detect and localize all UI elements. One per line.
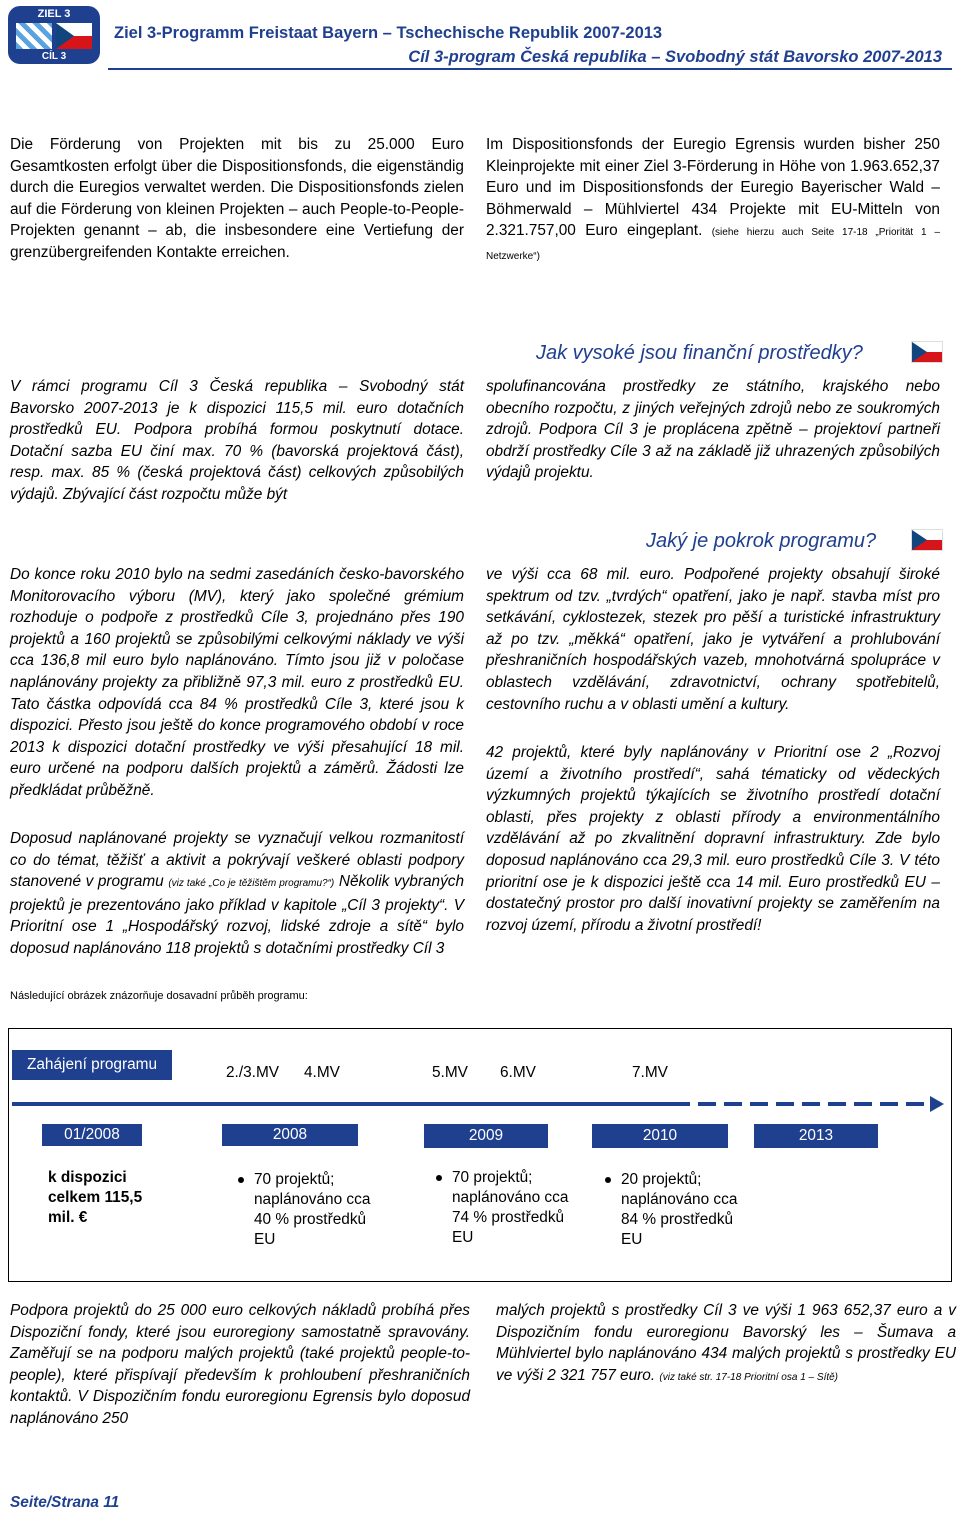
progress-right-paragraph-2: 42 projektů, které byly naplánovány v Prioritní ose 2 „Rozvoj území a životního prostředí“, sahá tématicky od vědeckých výzkumných projektů týkajících se životního prostředí dotační oblasti, přes projekty z oblasti přírody a environmentálního vzdělávání až po zkvalitnění dopravní infrastruktury. Zde bylo doposud naplánováno cca 29,3 mil. euro prostředků Cíle 3. V této prioritní ose je k dispozici ještě cca 14 mil. Euro prostředků EU – dostatečný prostor pro další inovativní projekty se zaměřením na rozvoj území, přírodu a životní prostředí! [486, 744, 940, 934]
progress-left-text-a: Doposud naplánované projekty se vyznačují velkou rozmanitostí co do témat, těžišť a aktivit a pokrývají veškeré oblasti podpory stanovené v programu [10, 830, 464, 891]
milestone-bullet [452, 1168, 582, 1248]
de-right-text: Im Dispositionsfonds der Euregio Egrensis wurden bisher 250 Kleinprojekte mit einer Ziel 3-Förderung in Höhe von 1.963.652,37 Euro und im Dispositionsfonds der Euregio Bayerischer Wald – Böhmerwald – Mühlviertel 434 Projekte mit EU-Mitteln von 2.321.757,00 Euro eingeplant. [486, 136, 940, 240]
funds-left-paragraph: V rámci programu Cíl 3 Česká republika – Svobodný stát Bavorsko 2007-2013 je k dispozici 115,5 mil. euro dotačních prostředků EU. Podpora probíhá formou poskytnutí dotace. Dotační sazba EU činí max. 70 % (bavorská projektová část), resp. max. 85 % (česká projektová část) celkových způsobilých výdajů. Zbývající část rozpočtu může být [10, 378, 464, 503]
year-box: 2013 [754, 1124, 878, 1148]
timeline-dashed-arrow [672, 1096, 944, 1112]
progress-left-text-b: Několik vybraných projektů je prezentováno jako příklad v kapitole „Cíl 3 projekty“. V Prioritní ose 1 „Hospodářský rozvoj, lidské zdroje a sítě“ bylo doposud naplánováno 118 projektů s dotačními prostředky Cíl 3 [10, 873, 465, 957]
milestone-text: 20 projektů; naplánováno cca 84 % prostředků EU [621, 1171, 738, 1248]
mv-label: 7.MV [632, 1064, 668, 1081]
page-number: Seite/Strana 11 [10, 1494, 120, 1511]
diagram-caption: Následující obrázek znázorňuje dosavadní průběh programu: [10, 990, 308, 1002]
small-projects-right-text: malých projektů s prostředky Cíl 3 ve výši 1 963 652,37 euro a v Dispozičním fondu euroregionu Bavorský les – Šumava a Mühlviertel bylo naplánováno 434 malých projektů s prostředky EU ve výši 2 321 757 euro. [496, 1302, 956, 1384]
de-right-paragraph [486, 134, 940, 268]
milestone-bullet [254, 1170, 384, 1250]
czech-flag-icon [912, 342, 942, 362]
milestone-bullet [621, 1170, 751, 1250]
progress-left-note: (viz také „Co je těžištěm programu?“) [168, 878, 335, 890]
progress-left-paragraph-1: Do konce roku 2010 bylo na sedmi zasedáních česko-bavorského Monitorovacího výboru (MV), který jako společné grémium rozhoduje o podpoře z prostředků Cíle 3, projednáno přes 190 projektů a 160 projektů se způsobilými celkovými náklady ve výši cca 136,8 mil euro bylo naplánováno. Tímto jsou již v poločase naplánovány projekty za přibližně 97,3 mil. euro z prostředků EU. Tato částka odpovídá cca 84 % prostředků Cíle 3, které jsou k dispozici. Přesto jsou ještě do konce programového období v roce 2013 k dispozici dotační prostředky ve výši přesahující 18 mil. euro určené na podporu dalších projektů a záměrů. Žádosti lze předkládat průběžně. [10, 566, 464, 799]
year-box: 2008 [222, 1124, 358, 1146]
progress-left-paragraph-2 [10, 828, 464, 960]
bavaria-flag-icon [16, 23, 52, 49]
program-start-box: Zahájení programu [12, 1050, 172, 1080]
de-right-note: (siehe hierzu auch Seite 17-18 „Priorität 1 – Netzwerke“) [486, 227, 940, 262]
year-box: 2009 [424, 1124, 548, 1148]
progress-heading: Jaký je pokrok programu? [646, 530, 877, 552]
mv-label: 4.MV [304, 1064, 340, 1081]
available-funds: k dispozici celkem 115,5 mil. € [48, 1169, 143, 1226]
logo-bottom-text: CÍL 3 [41, 51, 67, 62]
progress-right-paragraph-1: ve výši cca 68 mil. euro. Podpořené projekty obsahují široké spektrum od tzv. „tvrdých“ opatření, jako je např. stavba míst pro setkávání, cyklostezek, stezek pro pěší a turistické infrastruktury až po tzv. „měkká“ opatření, jako je vytváření a prohlubování přeshraničních hospodářských vazeb, mnohotvárná spolupráce v oblastech vzdělávání, zdravotnictví, ochrany spotřebitelů, cestovního ruchu a v oblasti umění a kultury. [486, 566, 940, 713]
mv-label: 6.MV [500, 1064, 536, 1081]
timeline-line [12, 1102, 672, 1106]
ziel3-logo [8, 6, 100, 64]
header-title-de: Ziel 3-Programm Freistaat Bayern – Tschechische Republik 2007-2013 [114, 24, 663, 42]
small-projects-left: Podpora projektů do 25 000 euro celkových nákladů probíhá přes Dispoziční fondy, které jsou euroregiony samostatně spravovány. Zaměřují se na podporu malých projektů (také projektů people-to-people), které přispívají především k prohloubení přeshraničních kontaktů. V Dispozičním fondu euroregionu Egrensis bylo doposud naplánováno 250 [10, 1302, 470, 1427]
czech-flag-icon [56, 23, 92, 49]
funds-right-paragraph: spolufinancována prostředky ze státního, krajského nebo obecního rozpočtu, z jiných veřejných zdrojů nebo ze soukromých zdrojů. Podpora Cíl 3 je proplácena zpětně – projektoví partneři obdrží prostředky Cíle 3 až na základě již uhrazených způsobilých výdajů projektu. [486, 378, 940, 482]
logo-top-text: ZIEL 3 [37, 8, 71, 20]
milestone-text: 70 projektů; naplánováno cca 40 % prostředků EU [254, 1171, 371, 1248]
de-left-paragraph: Die Förderung von Projekten mit bis zu 25.000 Euro Gesamtkosten erfolgt über die Dispositionsfonds, die eigenständig durch die Euregios verwaltet werden. Die Dispositionsfonds zielen auf die Förderung von kleinen Projekten – auch People-to-People-Projekten genannt – ab, die insbesondere eine Vertiefung der grenzübergreifenden Kontakte erreichen. [10, 136, 464, 261]
year-box: 2010 [592, 1124, 728, 1148]
funds-heading: Jak vysoké jsou finanční prostředky? [536, 342, 863, 364]
mv-label: 2./3.MV [226, 1064, 280, 1081]
mv-label: 5.MV [432, 1064, 468, 1081]
small-projects-note: (viz také str. 17-18 Prioritní osa 1 – Sítě) [659, 1371, 839, 1383]
bullet-icon [436, 1175, 442, 1181]
header-title-cz: Cíl 3-program Česká republika – Svobodný stát Bavorsko 2007-2013 [408, 48, 942, 66]
bullet-icon [605, 1177, 611, 1183]
header-rule [108, 68, 952, 70]
czech-flag-icon [912, 530, 942, 550]
year-box: 01/2008 [42, 1124, 142, 1146]
milestone-text: 70 projektů; naplánováno cca 74 % prostředků EU [452, 1169, 569, 1246]
bullet-icon [238, 1177, 244, 1183]
small-projects-right [496, 1300, 956, 1388]
